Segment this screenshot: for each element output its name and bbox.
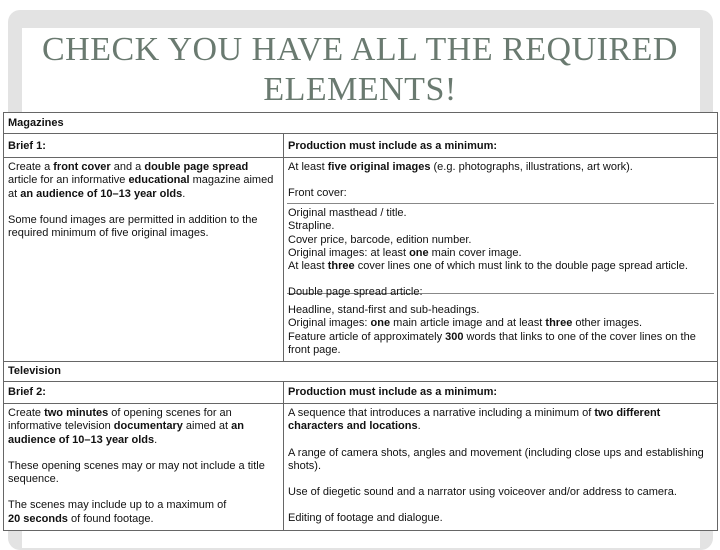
text-line <box>288 161 633 174</box>
text: main cover image. <box>428 246 522 259</box>
text: article for an informative <box>8 174 129 187</box>
paragraph <box>8 161 273 201</box>
text: Create <box>8 407 45 419</box>
bold-text: front cover <box>53 161 111 173</box>
paragraph <box>8 460 265 487</box>
text-line <box>288 207 688 220</box>
text: cover lines one of which must link to the double page spread article. <box>354 260 688 273</box>
magazine-intro <box>288 161 633 174</box>
text: Original masthead / title. <box>288 207 407 219</box>
row-divider <box>4 157 717 158</box>
text-line <box>288 512 704 525</box>
brief-1-description <box>8 161 273 240</box>
bold-text: characters and locations <box>288 420 418 433</box>
bold-text: educational <box>128 174 190 187</box>
text: At least <box>288 161 328 173</box>
row-divider <box>4 381 717 382</box>
text: (e.g. photographs, illustrations, art work). <box>430 161 633 173</box>
dps-requirements <box>288 304 696 357</box>
text-line <box>8 460 265 473</box>
text: at <box>8 187 21 200</box>
text-line <box>288 234 688 247</box>
bold-text: five original images <box>327 161 431 173</box>
paragraph <box>8 407 265 447</box>
paragraph <box>288 161 633 174</box>
text-line <box>8 499 265 512</box>
text: shots). <box>288 459 322 472</box>
text-line <box>288 260 688 273</box>
production-header-1: Production must include as a minimum: <box>288 140 498 152</box>
text: A range of camera shots, angles and movement (including close ups and establishing <box>288 446 704 459</box>
text: A sequence that introduces a narrative including a minimum of <box>288 407 595 419</box>
text-line <box>288 460 704 473</box>
text-line <box>288 407 704 420</box>
dps-label: Double page spread article: <box>288 286 423 298</box>
text: words that links to one of the cover lines on the <box>463 330 696 343</box>
text: Strapline. <box>288 220 335 233</box>
paragraph <box>288 486 704 499</box>
bold-text: an <box>231 420 245 433</box>
text: other images. <box>572 317 643 330</box>
title-line-1: CHECK YOU HAVE ALL THE REQUIRED <box>42 31 678 68</box>
bold-text: two different <box>594 407 661 419</box>
paragraph <box>288 447 704 474</box>
text: informative television <box>8 420 114 433</box>
text: Create a <box>8 161 54 173</box>
subsection-divider <box>287 203 714 204</box>
requirements-table <box>3 112 718 531</box>
text: Some found images are permitted in addition to the <box>8 213 258 226</box>
brief-1-label: Brief 1: <box>8 140 46 152</box>
front-cover-label: Front cover: <box>288 187 347 199</box>
bold-text: one <box>370 317 391 330</box>
section-magazines: Magazines <box>8 117 64 129</box>
brief-2-label: Brief 2: <box>8 386 46 398</box>
bold-text: 300 <box>445 330 464 343</box>
section-television: Television <box>8 365 61 377</box>
text-line <box>8 513 265 526</box>
text-line <box>288 220 688 233</box>
text-line <box>288 331 696 344</box>
row-divider <box>4 361 717 362</box>
paragraph <box>288 512 704 525</box>
text-line <box>8 161 273 174</box>
text-line <box>288 317 696 330</box>
text: . <box>417 420 421 433</box>
text-line <box>288 247 688 260</box>
column-divider <box>283 381 284 531</box>
paragraph <box>288 304 696 357</box>
text-line <box>288 486 704 499</box>
bold-text: three <box>327 260 355 273</box>
text: of opening scenes for an <box>108 407 232 419</box>
text: front page. <box>288 343 341 356</box>
paragraph <box>288 207 688 273</box>
text: . <box>154 433 158 446</box>
column-divider <box>283 133 284 361</box>
text: of found footage. <box>67 512 154 525</box>
bold-text: audience of 10–13 year olds <box>8 433 155 446</box>
bold-text: three <box>545 317 573 330</box>
text: Original images: at least <box>288 246 410 259</box>
text-line <box>288 344 696 357</box>
bold-text: documentary <box>113 420 183 433</box>
text: Feature article of approximately <box>288 330 446 343</box>
text-line <box>288 420 704 433</box>
text: Editing of footage and dialogue. <box>288 512 443 525</box>
brief-2-description <box>8 407 265 526</box>
text-line <box>8 434 265 447</box>
bold-text: an audience of 10–13 year olds <box>20 187 183 200</box>
front-cover-requirements <box>288 207 688 273</box>
paragraph <box>8 499 265 526</box>
text: magazine aimed <box>189 174 274 187</box>
television-requirements <box>288 407 704 526</box>
text-line <box>8 174 273 187</box>
bold-text: one <box>409 246 429 259</box>
bold-text: 20 seconds <box>8 512 68 525</box>
row-divider <box>4 403 717 404</box>
text: . <box>182 187 186 200</box>
text: Cover price, barcode, edition number. <box>288 233 472 246</box>
text: The scenes may include up to a maximum of <box>8 499 227 512</box>
text: and a <box>110 161 145 173</box>
bold-text: double page spread <box>144 161 249 173</box>
text: Headline, stand-first and sub-headings. <box>288 304 480 316</box>
paragraph <box>8 214 273 241</box>
bold-text: two minutes <box>44 407 109 419</box>
text-line <box>8 227 273 240</box>
text-line <box>8 473 265 486</box>
text: These opening scenes may or may not include a title <box>8 459 265 472</box>
title-line-2: ELEMENTS! <box>263 71 457 108</box>
text: Use of diegetic sound and a narrator using voiceover and/or address to camera. <box>288 486 677 499</box>
slide-title <box>0 30 720 110</box>
production-header-2: Production must include as a minimum: <box>288 386 498 398</box>
text: main article image and at least <box>390 317 546 330</box>
text: required minimum of five original images. <box>8 227 209 240</box>
text-line <box>288 304 696 317</box>
text-line <box>8 407 265 420</box>
text-line <box>8 420 265 433</box>
row-divider <box>4 133 717 134</box>
text-line <box>288 447 704 460</box>
paragraph <box>288 407 704 434</box>
text: At least <box>288 260 328 273</box>
text: Original images: <box>288 317 371 330</box>
text-line <box>8 188 273 201</box>
text-line <box>8 214 273 227</box>
text: aimed at <box>182 420 232 433</box>
text: sequence. <box>8 473 59 486</box>
